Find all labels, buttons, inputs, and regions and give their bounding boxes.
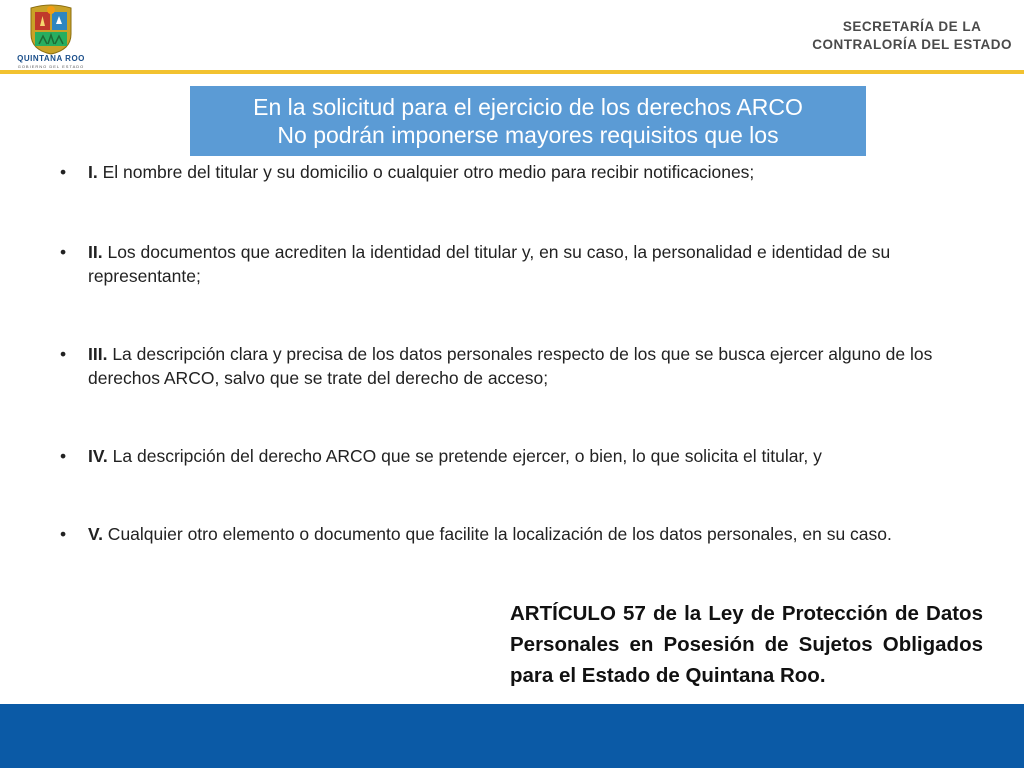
coat-of-arms-logo	[8, 4, 86, 68]
item-text: Cualquier otro elemento o documento que facilite la localización de los datos personales, en su caso.	[102, 524, 892, 544]
department-title	[812, 18, 1012, 54]
logo-subtitle: GOBIERNO DEL ESTADO	[17, 64, 85, 69]
article-citation: ARTÍCULO 57 de la Ley de Protección de Datos Personales en Posesión de Sujetos Obligados para el Estado de Quintana Roo.	[510, 602, 983, 687]
footer-bar	[0, 704, 1024, 768]
bullet-icon: •	[60, 242, 67, 262]
header-accent-bar	[0, 70, 1024, 74]
item-text: Los documentos que acrediten la identidad del titular y, en su caso, la personalidad e identidad de su representante;	[88, 242, 891, 286]
item-number: IV.	[88, 446, 108, 466]
department-line-1: SECRETARÍA DE LA	[842, 19, 982, 34]
item-text: La descripción del derecho ARCO que se pretende ejercer, o bien, lo que solicita el titular, y	[107, 446, 822, 466]
bullet-icon: •	[60, 162, 67, 182]
item-number: II.	[88, 242, 103, 262]
slide-title-line-2: No podrán imponerse mayores requisitos que los	[277, 122, 779, 148]
bullet-icon: •	[60, 524, 67, 544]
bullet-icon: •	[60, 344, 67, 364]
item-text: La descripción clara y precisa de los datos personales respecto de los que se busca ejercer alguno de los derechos ARCO, salvo que se trate del derecho de acceso;	[88, 344, 933, 388]
department-line-2: CONTRALORÍA DEL ESTADO	[812, 37, 1012, 52]
header	[0, 0, 1024, 70]
shield-icon	[8, 4, 94, 56]
item-number: V.	[88, 524, 103, 544]
item-text: El nombre del titular y su domicilio o cualquier otro medio para recibir notificaciones;	[97, 162, 755, 182]
item-number: III.	[88, 344, 108, 364]
item-number: I.	[88, 162, 98, 182]
slide-title-line-1: En la solicitud para el ejercicio de los derechos ARCO	[253, 94, 803, 120]
bullet-icon: •	[60, 446, 67, 466]
slide-title-box	[190, 86, 866, 156]
logo-name: QUINTANA ROO	[17, 54, 85, 63]
